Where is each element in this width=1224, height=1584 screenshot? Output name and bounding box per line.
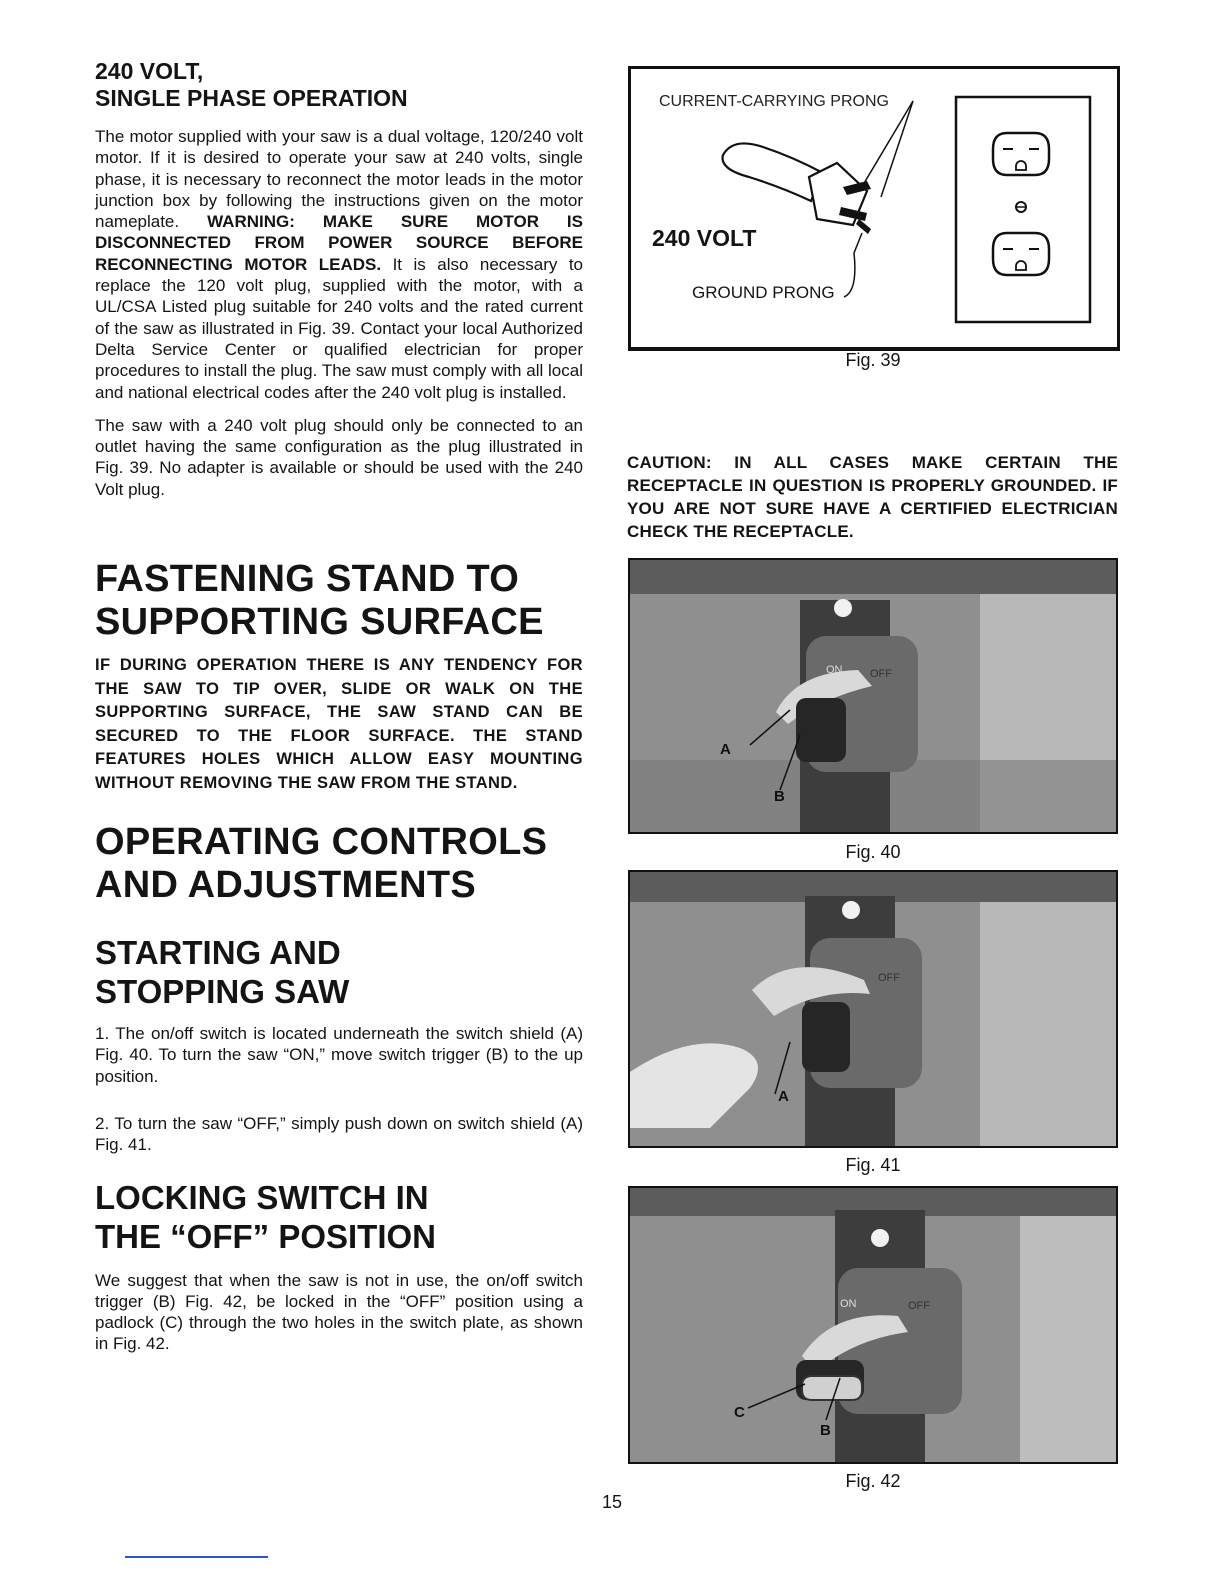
bottom-link-underline (125, 1556, 268, 1558)
figure-40-photo (628, 558, 1118, 834)
fig39-caption: Fig. 39 (845, 350, 901, 370)
switch-photo-42 (630, 1188, 1116, 1462)
fig40-label-off: OFF (870, 668, 892, 680)
caution-text: CAUTION: IN ALL CASES MAKE CERTAIN THE RECEPTACLE IN QUESTION IS PROPERLY GROUNDED. IF YOU ARE NOT SURE HAVE A CERTIFIED ELECTRICIAN CHECK THE RECEPTACLE. (627, 453, 1118, 541)
volt-warning-text: WARNING: MAKE SURE MOTOR IS DISCONNECTED FROM POWER SOURCE BEFORE RECONNECTING MOTOR LEADS. (95, 212, 583, 274)
starting-heading-line2: STOPPING SAW (95, 973, 350, 1011)
operating-heading-line2: AND ADJUSTMENTS (95, 864, 476, 907)
starting-step-2: 2. To turn the saw “OFF,” simply push down on switch shield (A) Fig. 41. (95, 1113, 583, 1155)
left-column (95, 58, 583, 1355)
locking-body: We suggest that when the saw is not in use, the on/off switch trigger (B) Fig. 42, be locked in the “OFF” position using a padlock (C) through the two holes in the switch plate, as shown in Fig. 42. (95, 1270, 583, 1354)
switch-photo-40 (630, 560, 1116, 832)
fig42-label-off: OFF (908, 1300, 930, 1312)
fig39-label-current: CURRENT-CARRYING PRONG (659, 93, 889, 110)
volt-para1-rest: It is also necessary to replace the 120 volt plug, supplied with the motor, with a UL/CSA Listed plug suitable for 240 volts and the rated current of the saw as illustrated in Fig. 39. Contact your local Authorized Delta Service Center or qualified electrician for proper procedures to install the plug. The saw must comply with all local and national electrical codes after the 240 volt plug is installed. (95, 254, 584, 402)
fig42-caption: Fig. 42 (845, 1471, 901, 1491)
locking-heading-line2: THE “OFF” POSITION (95, 1217, 437, 1255)
operating-heading-line1: OPERATING CONTROLS (95, 821, 548, 864)
figure-41-photo (628, 870, 1118, 1148)
fastening-heading-line1: FASTENING STAND TO (95, 558, 520, 601)
volt-heading-line2: SINGLE PHASE OPERATION (95, 85, 408, 111)
fig39-label-volt: 240 VOLT (652, 225, 757, 251)
fig39-label-ground: GROUND PRONG (692, 283, 835, 302)
starting-heading-line1: STARTING AND (95, 934, 341, 972)
page-number: 15 (601, 1492, 623, 1512)
fig42-label-b: B (820, 1422, 831, 1439)
figure-39 (628, 66, 1120, 351)
locking-heading-line1: LOCKING SWITCH IN (95, 1178, 429, 1216)
volt-paragraph-2: The saw with a 240 volt plug should only be connected to an outlet having the same configuration as the plug illustrated in Fig. 39. No adapter is available or should be used with the 240 Volt plug. (95, 415, 583, 499)
fig40-label-on: ON (826, 664, 843, 676)
fig41-label-off: OFF (878, 972, 900, 984)
figure-42-photo (628, 1186, 1118, 1464)
starting-step-1: 1. The on/off switch is located underneath the switch shield (A) Fig. 40. To turn the saw “ON,” move switch trigger (B) to the up position. (95, 1024, 583, 1086)
volt-para1-text: The motor supplied with your saw is a dual voltage, 120/240 volt motor. If it is desired to operate your saw at 240 volts, single phase, it is necessary to reconnect the motor leads in the motor junction box by following the instructions given on the motor nameplate. (95, 127, 583, 232)
fig42-label-on: ON (840, 1298, 857, 1310)
fig42-label-c: C (734, 1404, 745, 1421)
fig41-caption: Fig. 41 (845, 1155, 901, 1175)
volt-paragraph-1 (95, 126, 583, 403)
fig41-label-a: A (778, 1088, 789, 1105)
fig40-caption: Fig. 40 (845, 842, 901, 862)
fig40-label-b: B (774, 788, 785, 805)
switch-photo-41 (630, 872, 1116, 1146)
volt-heading-line1: 240 VOLT, (95, 58, 204, 84)
fastening-heading-line2: SUPPORTING SURFACE (95, 601, 544, 644)
fig40-label-a: A (720, 741, 731, 758)
fastening-body: IF DURING OPERATION THERE IS ANY TENDENCY FOR THE SAW TO TIP OVER, SLIDE OR WALK ON THE SUPPORTING SURFACE, THE SAW STAND CAN BE SECURED TO THE FLOOR SURFACE. THE STAND FEATURES HOLES WHICH ALLOW EASY MOUNTING WITHOUT REMOVING THE SAW FROM THE STAND. (95, 656, 583, 792)
